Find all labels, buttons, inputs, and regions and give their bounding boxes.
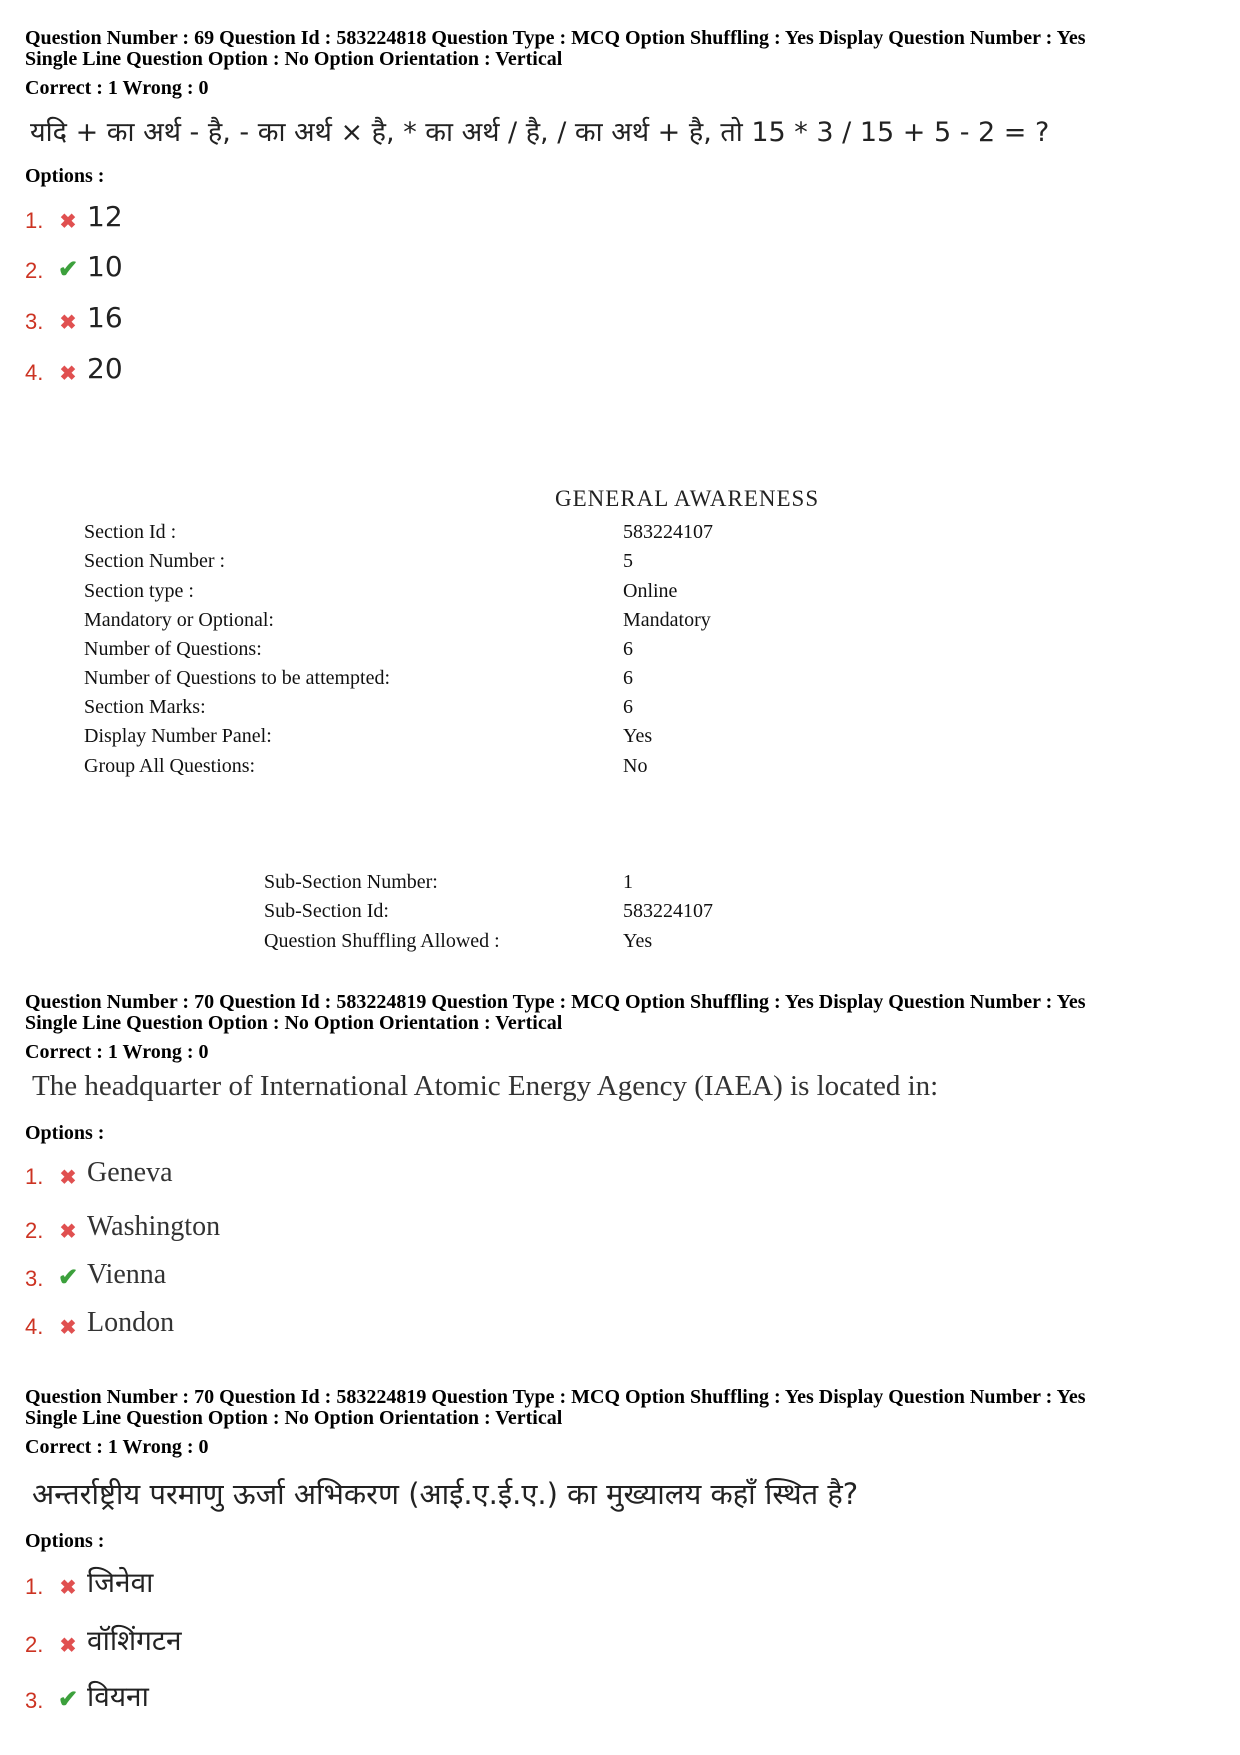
subsection-number-label: Sub-Section Number: <box>264 871 438 893</box>
group-all-value: No <box>623 755 648 777</box>
cross-icon: ✖ <box>59 1635 77 1657</box>
cross-icon: ✖ <box>59 211 77 233</box>
option-3 <box>25 291 123 335</box>
question-meta-line2: Single Line Question Option : No Option Orientation : Vertical <box>25 1012 563 1034</box>
cross-icon: ✖ <box>59 1317 77 1339</box>
cross-icon: ✖ <box>59 1221 77 1243</box>
num-questions-label: Number of Questions: <box>84 638 262 660</box>
question-text: यदि + का अर्थ - है, - का अर्थ × है, * का अर्थ / है, / का अर्थ + है, तो 15 * 3 / 15 + 5 - 2 = ? <box>30 117 1050 148</box>
display-panel-label: Display Number Panel: <box>84 725 272 747</box>
option-number: 1. <box>25 208 44 233</box>
option-text: 20 <box>87 352 123 385</box>
option-number: 2. <box>25 1218 44 1243</box>
section-marks-label: Section Marks: <box>84 696 206 718</box>
display-panel-value: Yes <box>623 725 653 747</box>
option-number: 3. <box>25 309 44 334</box>
option-text: 10 <box>87 250 123 283</box>
option-text: Vienna <box>87 1259 167 1290</box>
option-2 <box>25 1200 220 1244</box>
check-icon: ✔ <box>57 1265 79 1291</box>
option-2 <box>25 240 123 284</box>
option-number: 2. <box>25 1632 44 1657</box>
section-id-value: 583224107 <box>623 521 713 543</box>
option-text: 16 <box>87 301 123 334</box>
subsection-id-value: 583224107 <box>623 900 713 922</box>
question-text: The headquarter of International Atomic Energy Agency (IAEA) is located in: <box>32 1070 939 1102</box>
option-text: Washington <box>87 1211 221 1242</box>
option-4 <box>25 342 123 386</box>
option-text: जिनेवा <box>87 1566 154 1599</box>
option-3 <box>25 1248 166 1292</box>
question-text: अन्तर्राष्ट्रीय परमाणु ऊर्जा अभिकरण (आई.ए.ई.ए.) का मुख्यालय कहाँ स्थित है? <box>32 1477 859 1511</box>
num-questions-value: 6 <box>623 638 633 660</box>
option-text: वियना <box>87 1680 149 1713</box>
option-2 <box>25 1614 182 1658</box>
option-4 <box>25 1296 174 1340</box>
shuffling-label: Question Shuffling Allowed : <box>264 930 500 952</box>
option-text: London <box>87 1307 175 1338</box>
option-1 <box>25 190 123 234</box>
num-attempt-value: 6 <box>623 667 633 689</box>
option-3 <box>25 1670 149 1714</box>
option-1 <box>25 1146 173 1190</box>
option-1 <box>25 1556 153 1600</box>
option-text: वॉशिंगटन <box>87 1624 182 1657</box>
mandatory-value: Mandatory <box>623 609 711 631</box>
option-text: 12 <box>87 200 123 233</box>
cross-icon: ✖ <box>59 363 77 385</box>
group-all-label: Group All Questions: <box>84 755 256 777</box>
section-id-label: Section Id : <box>84 521 177 543</box>
option-number: 4. <box>25 360 44 385</box>
question-meta-line2: Single Line Question Option : No Option Orientation : Vertical <box>25 1407 563 1429</box>
question-meta-line2: Single Line Question Option : No Option Orientation : Vertical <box>25 48 563 70</box>
question-meta-line1: Question Number : 69 Question Id : 583224818 Question Type : MCQ Option Shuffling : Yes Display Question Number : Yes <box>25 27 1086 49</box>
option-number: 2. <box>25 258 44 283</box>
option-number: 3. <box>25 1688 44 1713</box>
subsection-number-value: 1 <box>623 871 633 893</box>
question-meta-line1: Question Number : 70 Question Id : 583224819 Question Type : MCQ Option Shuffling : Yes Display Question Number : Yes <box>25 1386 1086 1408</box>
section-type-value: Online <box>623 580 678 602</box>
cross-icon: ✖ <box>59 312 77 334</box>
options-label: Options : <box>25 1530 105 1552</box>
shuffling-value: Yes <box>623 930 653 952</box>
check-icon: ✔ <box>57 1687 79 1713</box>
subsection-id-label: Sub-Section Id: <box>264 900 389 922</box>
option-number: 3. <box>25 1266 44 1291</box>
section-title: GENERAL AWARENESS <box>555 486 820 511</box>
section-type-label: Section type : <box>84 580 194 602</box>
question-meta-line1: Question Number : 70 Question Id : 583224819 Question Type : MCQ Option Shuffling : Yes Display Question Number : Yes <box>25 991 1086 1013</box>
section-number-label: Section Number : <box>84 550 226 572</box>
mandatory-label: Mandatory or Optional: <box>84 609 274 631</box>
option-number: 4. <box>25 1314 44 1339</box>
check-icon: ✔ <box>57 257 79 283</box>
cross-icon: ✖ <box>59 1167 77 1189</box>
option-number: 1. <box>25 1164 44 1189</box>
options-label: Options : <box>25 165 105 187</box>
option-text: Geneva <box>87 1157 173 1188</box>
section-marks-value: 6 <box>623 696 633 718</box>
question-score: Correct : 1 Wrong : 0 <box>25 1041 209 1063</box>
option-number: 1. <box>25 1574 44 1599</box>
question-score: Correct : 1 Wrong : 0 <box>25 77 209 99</box>
cross-icon: ✖ <box>59 1577 77 1599</box>
section-number-value: 5 <box>623 550 633 572</box>
question-score: Correct : 1 Wrong : 0 <box>25 1436 209 1458</box>
options-label: Options : <box>25 1122 105 1144</box>
num-attempt-label: Number of Questions to be attempted: <box>84 667 391 689</box>
